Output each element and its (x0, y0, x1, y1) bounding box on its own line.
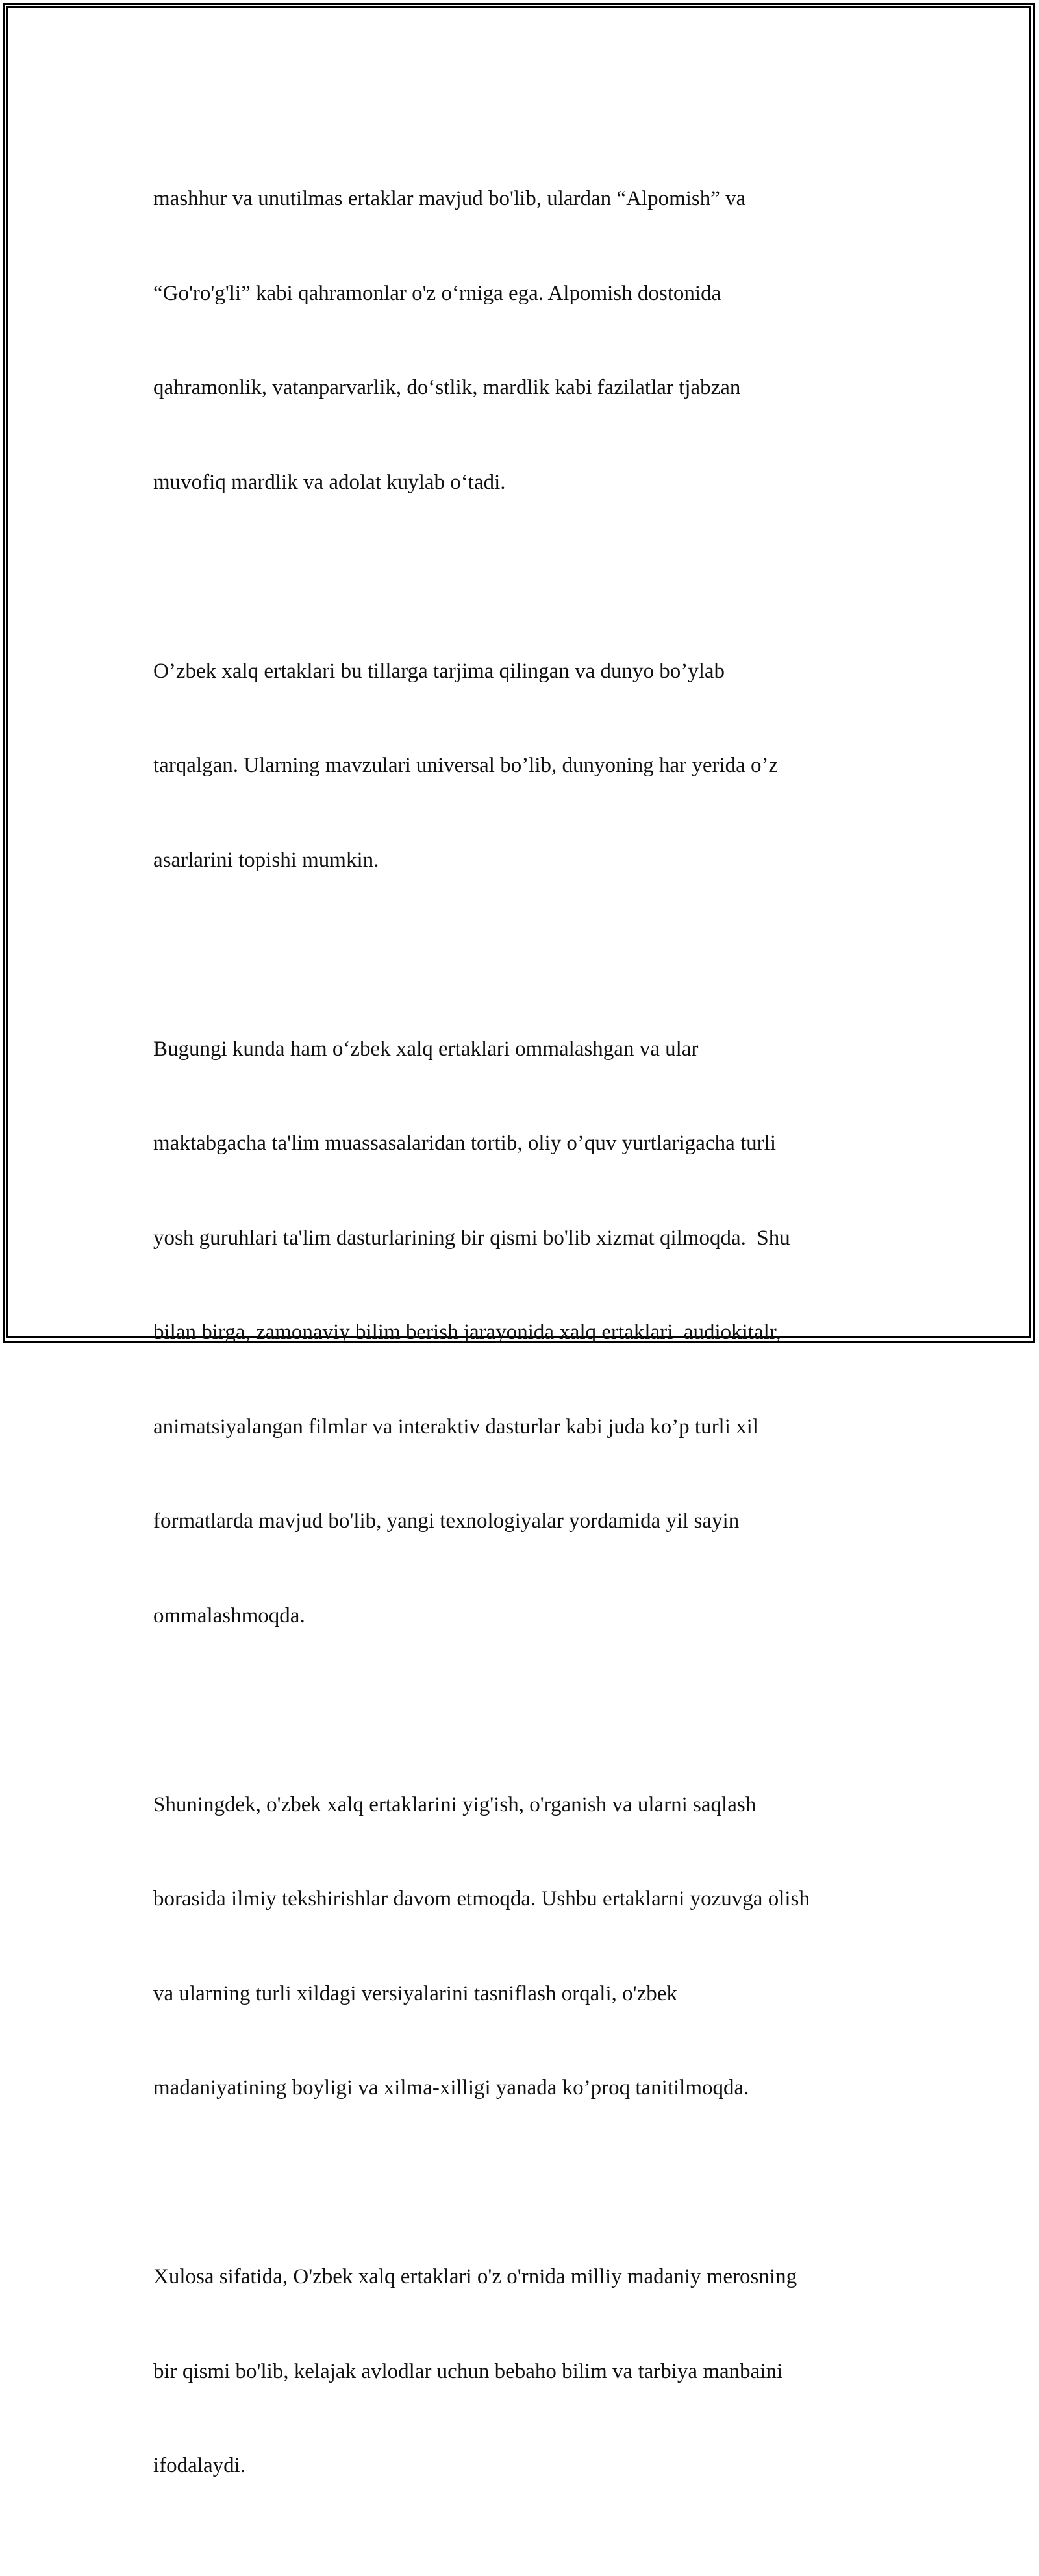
text-line: Bugungi kunda ham o‘zbek xalq ertaklari ommalashgan va ular (153, 1037, 699, 1061)
text-line: Shuningdek, o'zbek xalq ertaklarini yig'ish, o'rganish va ularni saqlash (153, 1792, 757, 1816)
text-line: va ularning turli xildagi versiyalarini tasniflash orqali, o'zbek (153, 1981, 677, 2005)
document-body (153, 120, 887, 2576)
paragraph-popularity (153, 971, 887, 1695)
text-line: borasida ilmiy tekshirishlar davom etmoqda. Ushbu ertaklarni yozuvga olish (153, 1887, 810, 1911)
paragraph-translations (153, 593, 887, 939)
paragraph-research (153, 1726, 887, 2167)
text-line: madaniyatining boyligi va xilma-xilligi yanada ko’proq tanitilmoqda. (153, 2076, 749, 2099)
paragraph-conclusion (153, 2198, 887, 2545)
text-line: mashhur va unutilmas ertaklar mavjud bo'lib, ulardan “Alpomish” va (153, 187, 746, 210)
text-line: qahramonlik, vatanparvarlik, do‘stlik, mardlik kabi fazilatlar tjabzan (153, 376, 741, 399)
text-line: animatsiyalangan filmlar va interaktiv dasturlar kabi juda ko’p turli xil (153, 1415, 758, 1439)
text-line: yosh guruhlari ta'lim dasturlarining bir qismi bo'lib xizmat qilmoqda. Shu (153, 1226, 790, 1250)
text-line: ifodalaydi. (153, 2454, 246, 2477)
text-line: formatlarda mavjud bo'lib, yangi texnologiyalar yordamida yil sayin (153, 1509, 740, 1533)
text-line: ommalashmoqda. (153, 1604, 305, 1628)
text-line: Xulosa sifatida, O'zbek xalq ertaklari o'z o'rnida milliy madaniy merosning (153, 2265, 797, 2288)
text-line: asarlarini topishi mumkin. (153, 848, 379, 872)
text-line: bir qismi bo'lib, kelajak avlodlar uchun bebaho bilim va tarbiya manbaini (153, 2359, 783, 2383)
text-line: maktabgacha ta'lim muassasalaridan tortib, oliy o’quv yurtlarigacha turli (153, 1132, 776, 1155)
text-line: muvofiq mardlik va adolat kuylab o‘tadi. (153, 470, 506, 494)
text-line: O’zbek xalq ertaklari bu tillarga tarjima qilingan va dunyo bo’ylab (153, 659, 725, 683)
text-line: bilan birga, zamonaviy bilim berish jarayonida xalq ertaklari audiokitalr, (153, 1320, 781, 1344)
paragraph-alpomish (153, 120, 887, 561)
text-line: “Go'ro'g'li” kabi qahramonlar o'z o‘rniga ega. Alpomish dostonida (153, 281, 721, 305)
text-line: tarqalgan. Ularning mavzulari universal bo’lib, dunyoning har yerida o’z (153, 754, 779, 777)
